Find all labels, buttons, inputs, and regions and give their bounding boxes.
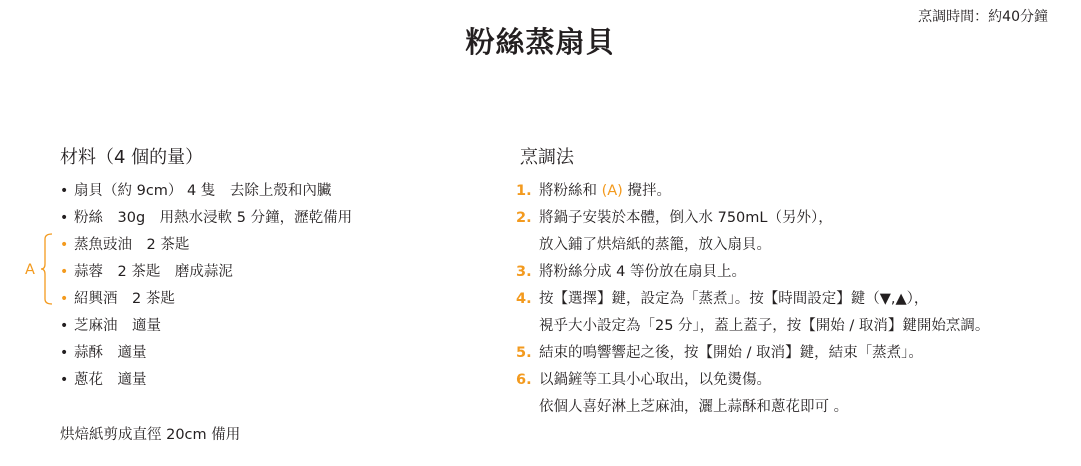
bullet-icon: • — [60, 237, 69, 253]
ingredient-item — [60, 340, 352, 367]
ingredient-item — [60, 313, 352, 340]
step-item — [516, 259, 989, 286]
cook-time: 烹調時間：約40分鐘 — [918, 9, 1048, 25]
step-item — [516, 178, 989, 205]
step-text: 結束的鳴響響起之後，按【開始 / 取消】鍵，結束「蒸煮」。 — [539, 345, 923, 361]
step-text: 依個人喜好淋上芝麻油，灑上蒜酥和蔥花即可 。 — [539, 399, 849, 415]
bullet-icon: • — [60, 210, 69, 226]
ingredients-note: 烘焙紙剪成直徑 20cm 備用 — [60, 427, 241, 443]
ingredient-text: 蒜酥 適量 — [74, 345, 147, 361]
ingredient-text: 紹興酒 2 茶匙 — [74, 291, 175, 307]
ingredient-text: 扇貝（約 9cm） 4 隻 去除上殼和內臟 — [74, 183, 332, 199]
step-item — [516, 286, 989, 340]
ingredient-text: 芝麻油 適量 — [74, 318, 161, 334]
method-steps — [516, 178, 989, 421]
ingredient-text: 蒜蓉 2 茶匙 磨成蒜泥 — [74, 264, 233, 280]
bullet-icon: • — [60, 345, 69, 361]
step-number: 5. — [516, 345, 532, 361]
step-text: 放入鋪了烘焙紙的蒸籠，放入扇貝。 — [539, 237, 771, 253]
ingredient-item — [60, 259, 352, 286]
step-number: 3. — [516, 264, 532, 280]
bullet-icon: • — [60, 291, 69, 307]
bullet-icon: • — [60, 372, 69, 388]
ingredient-item — [60, 232, 352, 259]
group-a-label: A — [25, 262, 35, 278]
step-item — [516, 367, 989, 421]
ingredient-item — [60, 205, 352, 232]
step-text: 將粉絲和 — [539, 183, 602, 199]
bullet-icon: • — [60, 183, 69, 199]
bullet-icon: • — [60, 318, 69, 334]
step-item — [516, 205, 989, 259]
step-number: 4. — [516, 291, 532, 307]
step-line — [516, 286, 989, 313]
ingredients-list — [60, 178, 352, 394]
ingredient-item — [60, 286, 352, 313]
step-line — [516, 178, 989, 205]
step-line — [516, 340, 989, 367]
ingredient-item — [60, 178, 352, 205]
group-bracket-icon — [40, 233, 54, 305]
ingredient-item — [60, 367, 352, 394]
recipe-title: 粉絲蒸扇貝 — [465, 25, 616, 59]
step-text: 按【選擇】鍵，設定為「蒸煮」。按【時間設定】鍵（▼,▲）， — [539, 291, 929, 307]
step-number: 1. — [516, 183, 532, 199]
ingredient-text: 蒸魚豉油 2 茶匙 — [74, 237, 190, 253]
ingredient-text: 蔥花 適量 — [74, 372, 147, 388]
ingredients-heading: 材料（4 個的量） — [60, 147, 204, 168]
step-number: 6. — [516, 372, 532, 388]
ingredient-text: 粉絲 30g 用熱水浸軟 5 分鐘，瀝乾備用 — [74, 210, 353, 226]
bullet-icon: • — [60, 264, 69, 280]
step-text: 將粉絲分成 4 等份放在扇貝上。 — [539, 264, 746, 280]
step-text: 將鍋子安裝於本體，倒入水 750mL（另外）， — [539, 210, 833, 226]
step-line — [516, 205, 989, 232]
step-line — [516, 367, 989, 394]
step-text: 以鍋鏟等工具小心取出，以免燙傷。 — [539, 372, 771, 388]
step-line — [516, 232, 989, 259]
step-item — [516, 340, 989, 367]
method-heading: 烹調法 — [520, 147, 574, 168]
step-text: 攪拌。 — [622, 183, 671, 199]
step-line — [516, 259, 989, 286]
step-line — [516, 313, 989, 340]
step-number: 2. — [516, 210, 532, 226]
step-line — [516, 394, 989, 421]
step-accent-text: (A) — [601, 183, 623, 199]
step-text: 視乎大小設定為「25 分」，蓋上蓋子，按【開始 / 取消】鍵開始烹調。 — [539, 318, 990, 334]
